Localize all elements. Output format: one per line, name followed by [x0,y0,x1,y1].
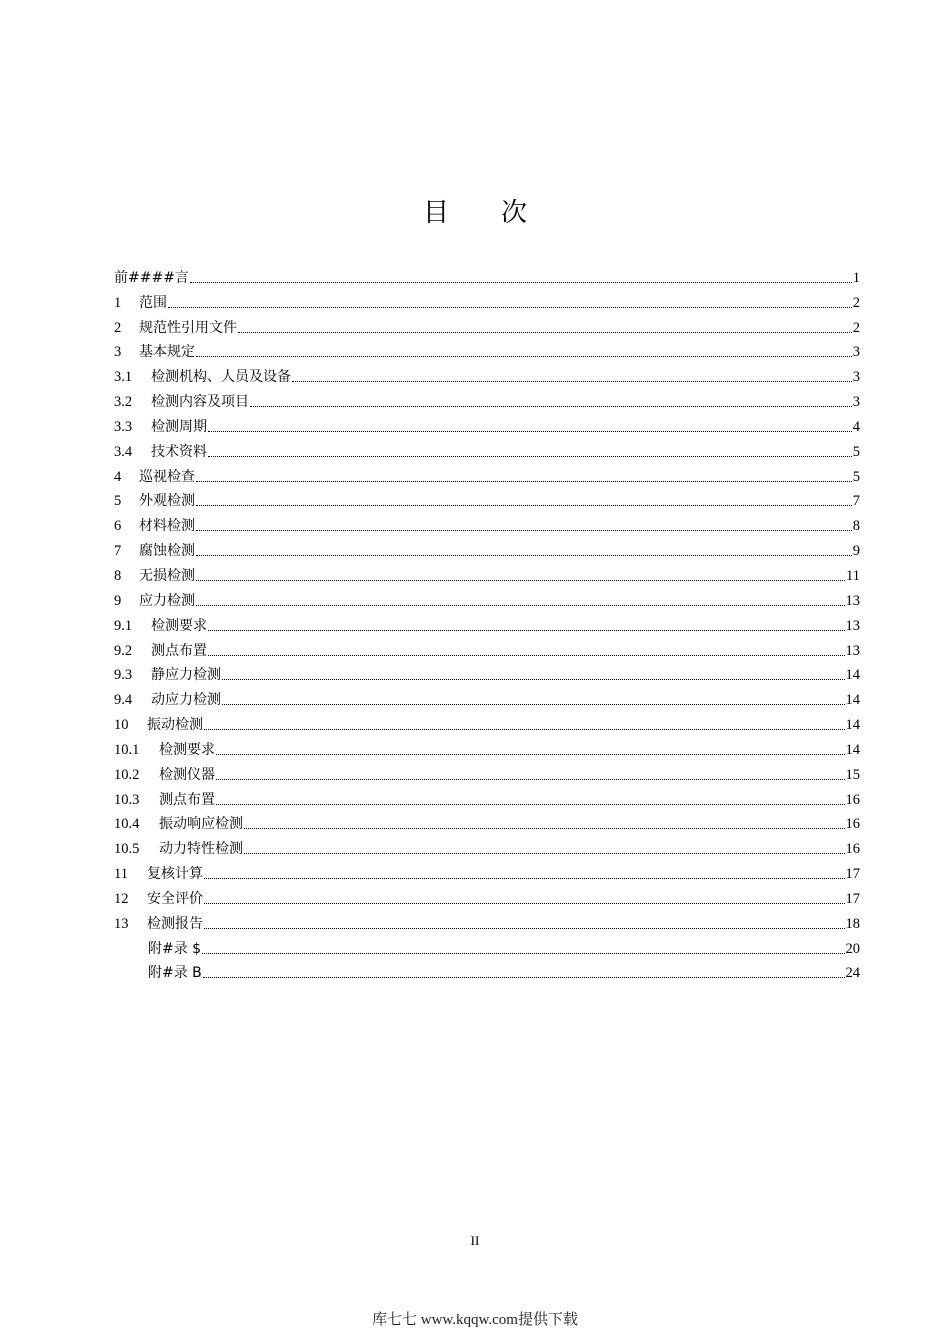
toc-entry-number: 3.1 [114,369,133,386]
page-title [0,192,950,229]
toc-entry-label: 测点布置 [151,642,207,659]
toc-entry-page: 3 [852,394,860,411]
toc-entry-label: 无损检测 [139,567,195,584]
toc-entry-label: 动应力检测 [151,692,221,709]
toc-entry-label: 检测仪器 [159,766,215,783]
toc-entry[interactable] [114,933,860,958]
toc-entry[interactable] [114,486,860,511]
title-char-1: 目 [422,198,449,228]
toc-entry-page: 17 [845,866,860,883]
toc-entry-page: 2 [852,319,860,336]
toc-entry-label: 附#录 B [148,965,202,982]
toc-entry[interactable] [114,958,860,983]
toc-entry-page: 20 [845,940,860,957]
toc-entry-page: 13 [845,592,860,609]
toc-dot-leader [204,878,845,879]
toc-entry-number: 10 [114,717,129,734]
toc-entry-label: 技术资料 [151,443,207,460]
toc-entry[interactable] [114,262,860,287]
toc-entry-number: 3.3 [114,418,133,435]
toc-entry-number: 12 [114,890,129,907]
toc-entry-label: 检测要求 [159,741,215,758]
toc-dot-leader [208,456,852,457]
toc-entry-page: 3 [852,344,860,361]
toc-dot-leader [216,754,845,755]
toc-entry-label: 附#录 $ [148,940,202,957]
toc-entry-page: 14 [845,717,860,734]
toc-entry-page: 15 [845,766,860,783]
toc-entry-label: 振动响应检测 [159,816,243,833]
toc-entry-label: 振动检测 [147,717,203,734]
toc-dot-leader [196,356,852,357]
toc-entry-page: 5 [852,443,860,460]
toc-dot-leader [216,779,845,780]
toc-entry-label: 巡视检查 [139,468,195,485]
toc-entry-page: 14 [845,692,860,709]
toc-entry[interactable] [114,858,860,883]
toc-entry-page: 4 [852,418,860,435]
toc-entry-page: 13 [845,617,860,634]
toc-entry-label: 安全评价 [147,890,203,907]
toc-entry-label: 应力检测 [139,592,195,609]
toc-dot-leader [238,332,852,333]
toc-entry-number: 9.2 [114,642,133,659]
toc-entry-number: 9 [114,592,122,609]
toc-dot-leader [190,282,852,283]
toc-dot-leader [204,928,845,929]
toc-entry-label: 腐蚀检测 [139,543,195,560]
toc-dot-leader [208,655,845,656]
page-number: II [470,1233,480,1248]
toc-entry-number: 5 [114,493,122,510]
toc-entry[interactable] [114,585,860,610]
toc-entry-page: 8 [852,518,860,535]
toc-entry-number: 10.5 [114,841,140,858]
toc-dot-leader [196,555,852,556]
toc-entry[interactable] [114,411,860,436]
toc-entry-number: 10.4 [114,816,140,833]
toc-entry-label: 外观检测 [139,493,195,510]
toc-dot-leader [204,903,845,904]
toc-entry[interactable] [114,386,860,411]
title-char-2: 次 [501,198,528,228]
toc-entry[interactable] [114,660,860,685]
toc-entry-page: 5 [852,468,860,485]
toc-dot-leader [222,679,845,680]
toc-entry-number: 8 [114,567,122,584]
toc-entry-page: 14 [845,741,860,758]
toc-entry[interactable] [114,883,860,908]
toc-entry-number: 3.4 [114,443,133,460]
toc-entry-number: 9.3 [114,667,133,684]
toc-entry-number: 6 [114,518,122,535]
toc-entry-number: 4 [114,468,122,485]
toc-entry-label: 基本规定 [139,344,195,361]
toc-entry[interactable] [114,510,860,535]
toc-entry-label: 动力特性检测 [159,841,243,858]
toc-dot-leader [216,804,845,805]
toc-dot-leader [208,431,852,432]
toc-entry-label: 范围 [139,294,167,311]
toc-entry-number: 7 [114,543,122,560]
toc-entry[interactable] [114,734,860,759]
toc-entry-label: 前####言 [114,269,189,286]
toc-entry-page: 18 [845,915,860,932]
toc-entry-page: 16 [845,791,860,808]
toc-entry-label: 检测内容及项目 [151,394,249,411]
toc-entry-page: 16 [845,816,860,833]
toc-entry-number: 3.2 [114,394,133,411]
toc-entry-label: 复核计算 [147,866,203,883]
toc-entry[interactable] [114,635,860,660]
toc-entry-page: 24 [845,965,860,982]
toc-entry-label: 检测周期 [151,418,207,435]
toc-entry-page: 9 [852,543,860,560]
toc-dot-leader [292,381,852,382]
toc-entry-number: 1 [114,294,122,311]
toc-dot-leader [196,481,852,482]
toc-entry[interactable] [114,337,860,362]
toc-entry-label: 测点布置 [159,791,215,808]
toc-entry-page: 14 [845,667,860,684]
toc-entry[interactable] [114,535,860,560]
toc-dot-leader [196,605,845,606]
toc-dot-leader [244,828,845,829]
toc-dot-leader [196,530,852,531]
toc-entry[interactable] [114,784,860,809]
toc-dot-leader [203,977,845,978]
toc-entry-page: 11 [846,567,860,584]
toc-dot-leader [204,729,845,730]
toc-entry[interactable] [114,461,860,486]
toc-entry[interactable] [114,312,860,337]
toc-entry-page: 1 [852,269,860,286]
toc-entry[interactable] [114,610,860,635]
toc-entry-number: 11 [114,866,128,883]
toc-entry-page: 17 [845,890,860,907]
toc-entry-page: 16 [845,841,860,858]
toc-entry-number: 9.1 [114,617,133,634]
toc-entry-number: 2 [114,319,122,336]
toc-entry-page: 3 [852,369,860,386]
toc-entry-label: 检测要求 [151,617,207,634]
toc-entry[interactable] [114,709,860,734]
toc-dot-leader [244,853,845,854]
toc-entry-number: 13 [114,915,129,932]
toc-entry[interactable] [114,361,860,386]
toc-entry-label: 规范性引用文件 [139,319,237,336]
toc-entry-number: 10.1 [114,741,140,758]
toc-entry[interactable] [114,684,860,709]
toc-entry[interactable] [114,287,860,312]
toc-entry-number: 10.2 [114,766,140,783]
toc-entry[interactable] [114,809,860,834]
table-of-contents [114,262,860,982]
toc-entry[interactable] [114,759,860,784]
toc-dot-leader [202,953,844,954]
toc-entry-label: 材料检测 [139,518,195,535]
toc-entry-page: 2 [852,294,860,311]
toc-entry[interactable] [114,436,860,461]
toc-entry-label: 检测机构、人员及设备 [151,369,291,386]
toc-entry-number: 9.4 [114,692,133,709]
toc-entry-page: 7 [852,493,860,510]
toc-dot-leader [196,580,845,581]
toc-entry-number: 3 [114,344,122,361]
toc-entry[interactable] [114,560,860,585]
toc-entry-page: 13 [845,642,860,659]
toc-entry-label: 静应力检测 [151,667,221,684]
toc-entry[interactable] [114,908,860,933]
toc-dot-leader [208,630,845,631]
toc-dot-leader [222,704,845,705]
toc-dot-leader [250,406,852,407]
toc-entry[interactable] [114,833,860,858]
toc-dot-leader [168,307,852,308]
toc-entry-label: 检测报告 [147,915,203,932]
toc-dot-leader [196,505,852,506]
footer-watermark: 库七七 www.kqqw.com提供下载 [372,1312,578,1328]
toc-entry-number: 10.3 [114,791,140,808]
